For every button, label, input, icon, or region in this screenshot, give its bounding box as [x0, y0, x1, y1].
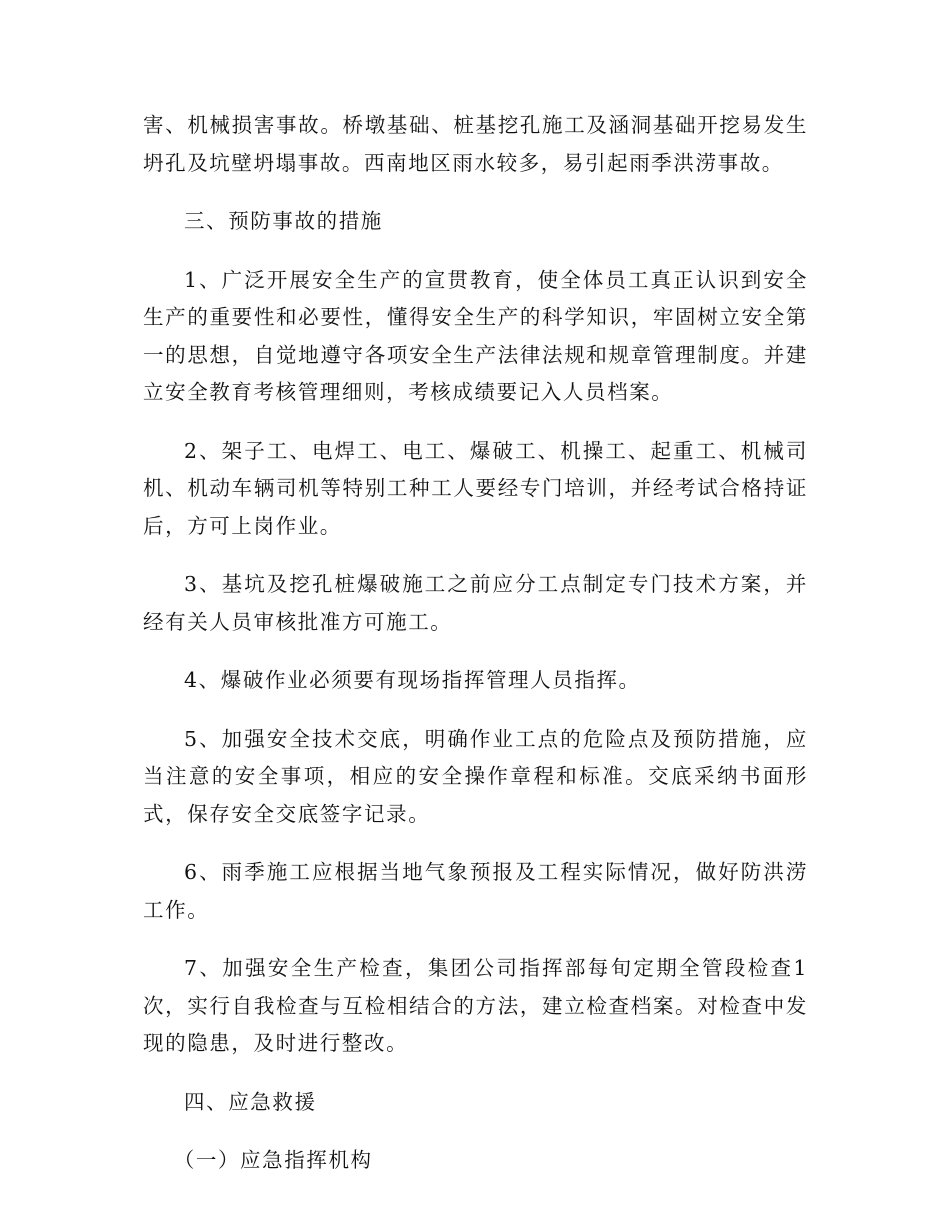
paragraph-item-3: 3、基坑及挖孔桩爆破施工之前应分工点制定专门技术方案，并经有关人员审核批准方可施工。 — [143, 572, 808, 634]
section-heading-prevention: 三、预防事故的措施 — [184, 209, 383, 233]
subsection-heading-command: （一）应急指挥机构 — [173, 1148, 373, 1172]
paragraph-item-2: 2、架子工、电焊工、电工、爆破工、机操工、起重工、机械司机、机动车辆司机等特别工种工人要经专门培训，并经考试合格持证后，方可上岗作业。 — [143, 438, 808, 538]
paragraph-item-4: 4、爆破作业必须要有现场指挥管理人员指挥。 — [184, 668, 641, 692]
paragraph-item-6: 6、雨季施工应根据当地气象预报及工程实际情况，做好防洪涝工作。 — [143, 860, 808, 922]
paragraph-continuation: 害、机械损害事故。桥墩基础、桩基挖孔施工及涵洞基础开挖易发生坍孔及坑壁坍塌事故。西南地区雨水较多，易引起雨季洪涝事故。 — [143, 113, 808, 175]
paragraph-item-7: 7、加强安全生产检查，集团公司指挥部每旬定期全管段检查1次，实行自我检查与互检相结合的方法，建立检查档案。对检查中发现的隐患，及时进行整改。 — [143, 956, 808, 1055]
paragraph-item-5: 5、加强安全技术交底，明确作业工点的危险点及预防措施，应当注意的安全事项，相应的安全操作章程和标准。交底采纳书面形式，保存安全交底签字记录。 — [143, 726, 808, 826]
document-page — [143, 107, 808, 1201]
section-heading-emergency: 四、应急救援 — [184, 1089, 317, 1114]
paragraph-item-1: 1、广泛开展安全生产的宣贯教育，使全体员工真正认识到安全生产的重要性和必要性，懂得安全生产的科学知识，牢固树立安全第一的思想，自觉地遵守各项安全生产法律法规和规章管理制度。并建立安全教育考核管理细则，考核成绩要记入人员档案。 — [143, 267, 808, 404]
